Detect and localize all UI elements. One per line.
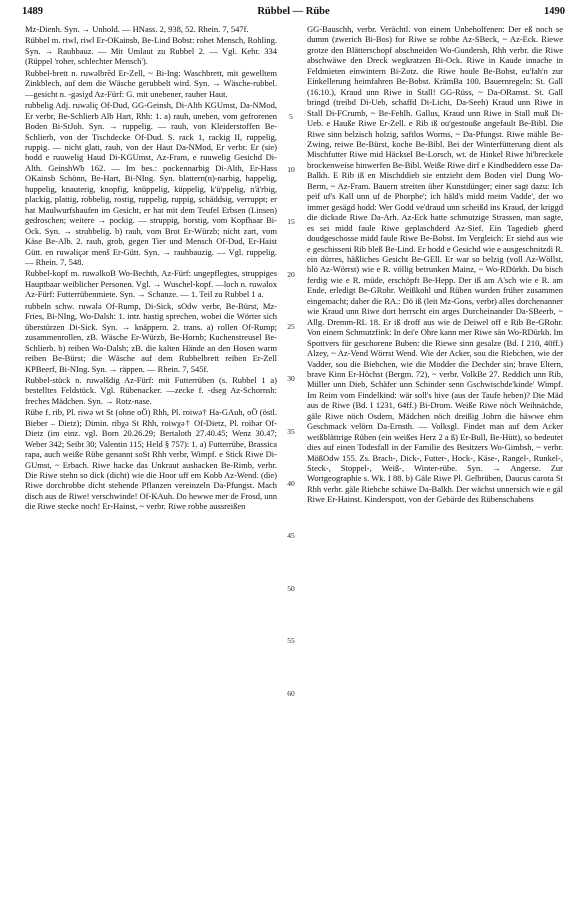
line-number: 60 xyxy=(287,689,295,698)
entry-rubbel-m: Rübbel m. riwl, riwl Er-OKainsb, Be-Lind Bobst: rohet Mensch, Rohling. Syn. → Rauhbauz. — Mit Umlaut zu Rubbel 2. — Vgl. Kehr. 334 (Rüppel 'roher, schlechter Mensch'). xyxy=(25,35,277,67)
running-title: Rübbel — Rübe xyxy=(257,6,330,17)
entry-mz-dienh: Mz-Dienh. Syn. → Unhold. — HNass. 2, 938, 52. Rhein. 7, 547f. xyxy=(25,24,249,34)
entry-rubbelig: rubbelig Adj. ruwəliç Of-Dud, GG-Geinsh, Di-Alth KGUmst, Da-NMod, Er verbr, Be-Schlierb Alb Hart, Rhh: 1. a) rauh, uneben, vom gefrorenen Boden Bi-StJoh. Syn. → ruppelig. — rauh, von Kleiderstoffen Be-Schlierb, von der Tischdecke Of-Dud. S. rack 1, rackig II, ruppelig, ruppig. — nicht glatt, rauh, von der Haut Da-NMod, Er verbr. Er (sie) hodd e ruuwelig Haud Di-KGUmst, Az-Fram, e ruuwelig Gesichd Di-Alth. GeinshWb 162. — Im bes.: pockennarbig Di-Alth, Er-Hass OKainsb Schönn, Be-Hart, Bi-NIng. Syn. blattern(n)-narbig, happelig, huppelig, knauterig, knopfig, knüppelig, küppelig, k'ü'ppelig, n'ä'rbig, plackig, plattig, robbelig, rostig, ruppelig, ruppig, schäddsig, verruppt; er hat Maulwurfshaufen im Gesicht, er hat mit dem Teufel Erbsen (Linsen) gedroschen; weitere → pockig. — struppig, borstig, vom Kopfhaar Bi-Ock. Syn. → strubbelig. b) rauh, vom Brot Er-Würzb; nicht zart, vom Käse Be-Alb. 2. rauh, grob, gegen Tier und Mensch Of-Dud, Er-Haist Gütt. en ruwəliçər menš Er-Gütt. Syn. → rauhbauzig. — Vgl. ruppelig. — Rhein. 7, 548. xyxy=(25,100,277,267)
line-number: 15 xyxy=(287,217,295,226)
line-number: 20 xyxy=(287,270,295,279)
entry-ruebe-continued: GG-Bauschh, verbr. Verächtl. von einem Unbeholfenen: Der eß noch se dumm (zwerich Bi-Bos) for Riwe se robbe Az-SBeck, ~ Az-Eck. Riewe grotze den Blätterschopf abschneiden Wo-Gundersh, Rhh verbr. die Riwe abschwäwe den Dreck wegkratzen Bi-Ock. Riwe in Kaude innache in Feldmieten einwintern Bi-Zotz. die Riwe houle Be-Bobst, eu'fah'n zur Einkellerung heimfahren Be-Bobst. KrämBa 100. Bauernregeln: St. Gall (16.10.), Kraud unn Riwe in Stall! GG-Rüss, ~ Da-ORamst. St. Gall bringd (treibd Di-Ueb, schaffd Di-Licht, Da-Seeh) Kraud unn Riwe in Stall Di-FCrumb, ~ Be-Fehlh. Gallus, Kraud unn Riwe in Stall muß Di-Ueb. e Hauße Riwe Er-Zell. e Rib iß ou'gestouße angefault Be-Bibl. Die Riwe sinn belzisch holzig, saftlos Worms, ~ Da-Pfungst. Riwe mähle Be-Zwing, reiwe Be-Bürst, koche Be-Bibl. Bei der Winterfütterung dient als Mischfutter Riwe mid Häcksel Be-Lorsch, wt. de Hinkel Riwe hi'breckele brockenweise hinwerfen Be-Bibl. Weiße Riwe dirf e Kindbeddern esse Da-Balkh. E Rib iß en Mischddieb sie entzieht dem Boden viel Dung Wo-Berm, ~ Az-Fram. Bauern streiten über Kunstdünger; einer sagt dazu: Ich peif uf's Kall unn uf de Phorphe'; ich häld's midd meim Vadde', der wo immer gesägd hodd: Wer Godd ve'draud unn scheißd ins Kraud, der kriggd die dicksde Riwe Da-Arh. Az-Eck hatte schmutzige Strassen, man sagte, es sei midd faule Riwe geplaschderd Az-Sief. Ein Tagedieb gherd doudgeschosse midd faule Riwe Be-Bobst. Im Vergleich: Er siehd aus wie e geschisseni Rib bleß Be-Lind. Er hodd e Gesichd wie e ausgeschnitzdi R. ein dürres, häßliches Gesicht Be-GEll. Er war so belzig (voll Az-Wöllst, blö Az-Wörrst) wie e R. völlig betrunken Mainz, ~ Wo-RDürkh. Du bisch ferdig wie e R. müde, erschöpft Be-Hepp. Der iß am A'sch wie e R. am Ende, erledigt Be-GRohr. Weißkohl und Rüben wurden früher zusammen eingemacht; daher die RA.: Dö iß (leit Mz-Gons, verbr) alles dorchenanner wie Kraud unn Riwe dort herrscht ein arges Durcheinander Da-SBeerb, ~ Allg. Dremm-RL 18. Er iß droff aus wie de Deiwel off e Rib Be-GRohr. Von einem Schmutzfink: In dei'e Ohre kann mer Riwe sän Wo-RDürkh. Im Spottvers für geschorene Buben: die Riewe sinn gesalze (Bd. I 210, 40ff.) Alzey, ~ Az-Vend Wörrst Wend. Wie der Acker, sou die Riebchen, wie der Vadder, sou die Biebchen, wie die Modder die Dechder sin; brave Eltern, brave Kinn Er-Höchst (Bergm. 72), ~ verbr. VolkBe 27. Reddich unn Rib, Müller unn Dieb, Schäfer unn Schinder senn Gschwischde'kinde' Wimpf. Im Reim vom Findelkind: wär soll's hive (aus der Taufe heben)? Die Mäd aus de Riwe (Bd. I 1231, 64ff.) Bi-Drom. Weiße Riwe nöch Weihnächde, gäle Riwe nöch Osdern, Mädchen nöch dreißig Johrn die häwwe ehrn Geschmack velörn Da-Ernsth. — Volksgl. Findet man auf dem Acker weißblättrige Rüben (ein weißes Herz 2 a ß) Er-Bull, Be-Hütt), so bedeutet dies auf einen Todesfall in der Familie des Besitzers Wo-Gimbsh, ~ verbr. MößOdw 155. Zs. Brach-, Dick-, Futter-, Hock-, Käse-, Rangel-, Runkel-, Steck-, Stoppel-, Weiß-, Winter-rübe. Syn. → Angerse. Zur Wortgeographie s. Wk. I 88. b) Gäle Riwe Pl. Gelbrüben, Daucus carota St Rhh verbr. gäle Riebche schäwe Da-Balkh. Der wächst unnersich wie e gäl Riwe Er-Hainst. Kinderspott, von der Gebärde des Rübenschabens xyxy=(307,24,563,505)
entry-rubbel-brett: Rubbel-brett n. ruwəlbrēd Er-Zell, ~ Bi-Ing: Waschbrett, mit gewelltem Zinkblech, auf dem die Wäsche gerubbelt wird. Syn. → Wäsche-rubbel. —gesicht n. -gəsiχd Az-Fürf: G. mit unebener, rauher Haut. xyxy=(25,67,277,99)
line-number: 55 xyxy=(287,636,295,645)
line-number: 50 xyxy=(287,584,295,593)
line-number-gutter xyxy=(282,24,300,904)
left-column xyxy=(25,24,277,904)
line-number: 30 xyxy=(287,374,295,383)
line-number: 10 xyxy=(287,165,295,174)
entry-rubbeln: rubbeln schw. ruwəlǝ Of-Rump, Di-Sick, sOdw verbr, Be-Bürst, Mz-Fries, Bi-NIng, Wo-Dalsh: 1. intr. hastig sprechen, wobei die Wörter sich überstürzen Di-Sick. Syn. → knäppern. 2. trans. a) rollen Of-Rump; zusammenrollen, zB. Wäsche Er-Würzb, Be-Hornb; Kuchenstreusel Be-Schlierb. b) reiben Wo-Dalsh; zB. die kalten Hände an den Hosen warm reiben Be-Bürst; die Wäsche auf dem Rubbelbrett reiben Er-Zell KPBeerf, Bi-NIng. Syn. → räppen. — Rhein. 7, 545f. xyxy=(25,300,277,374)
line-number: 5 xyxy=(289,112,293,121)
line-number: 35 xyxy=(287,427,295,436)
line-number: 40 xyxy=(287,479,295,488)
page-number-left: 1489 xyxy=(22,6,43,17)
line-number: 25 xyxy=(287,322,295,331)
line-number: 45 xyxy=(287,531,295,540)
entry-rubbel-stueck: Rubbel-stück n. ruwəlšdig Az-Fürf: mit Futterrüben (s. Rubbel 1 a) bestelltes Feldstück. Vgl. Rübenacker. —zecke f. -dseg Az-Schornsh: freches Mädchen. Syn. → Rotz-nase. xyxy=(25,374,277,406)
right-column xyxy=(307,24,563,904)
entry-ruebe: Rübe f. rib, Pl. riwə wt St (ohne oÖ) Rhh, Pl. roiwə† Ha-GAuh, oÖ (östl. Bieber – Dietz); Dimin. ribχə St Rhh, roiwχə† Of-Dietz, Pl. roibər Of-Dietz (im einz. vgl. Born 20.26.29; Bertaloth 27.40.45; Wenz 30.47; Weber 342; Seibt 30; Valentin 115; Held § 757): 1. a) Futterrübe, Brassica rapa, auch weiße Rübe genannt soSt Rhh verbr, Wimpf. e Stick Riwe Di-GUmst, ~ Erbach. Riwe hacke das Unkraut aushacken Be-Rimb, verbr. Die Riwe stehn so dick (dicht) wie die Hoor uff em Kobb Az-Wend. (die) Riwe dorchrobbe dicht stehende Pflanzen vereinzeln Da-Pfungst. Mach disch aus de Riwe! verschwinde! Of-KAuh. Do hewwe mer de Frosd, unn die Riwe stecke noch! Er-Hainst, ~ verbr. Riwe robbe aussreißen xyxy=(25,407,277,512)
page-header xyxy=(22,6,565,22)
entry-rubbel-kopf: Rubbel-kopf m. ruwəlkoB Wo-Bechth, Az-Fürf: ungepflegtes, struppiges Hauptbaar weiblicher Personen. Vgl. → Wuschel-kopf. —loch n. ruwəlox Az-Fürf: Futterrübenmiete. Syn. → Schanze. — 1. Teil zu Rubbel 1 a. xyxy=(25,268,277,300)
page-number-right: 1490 xyxy=(544,6,565,17)
